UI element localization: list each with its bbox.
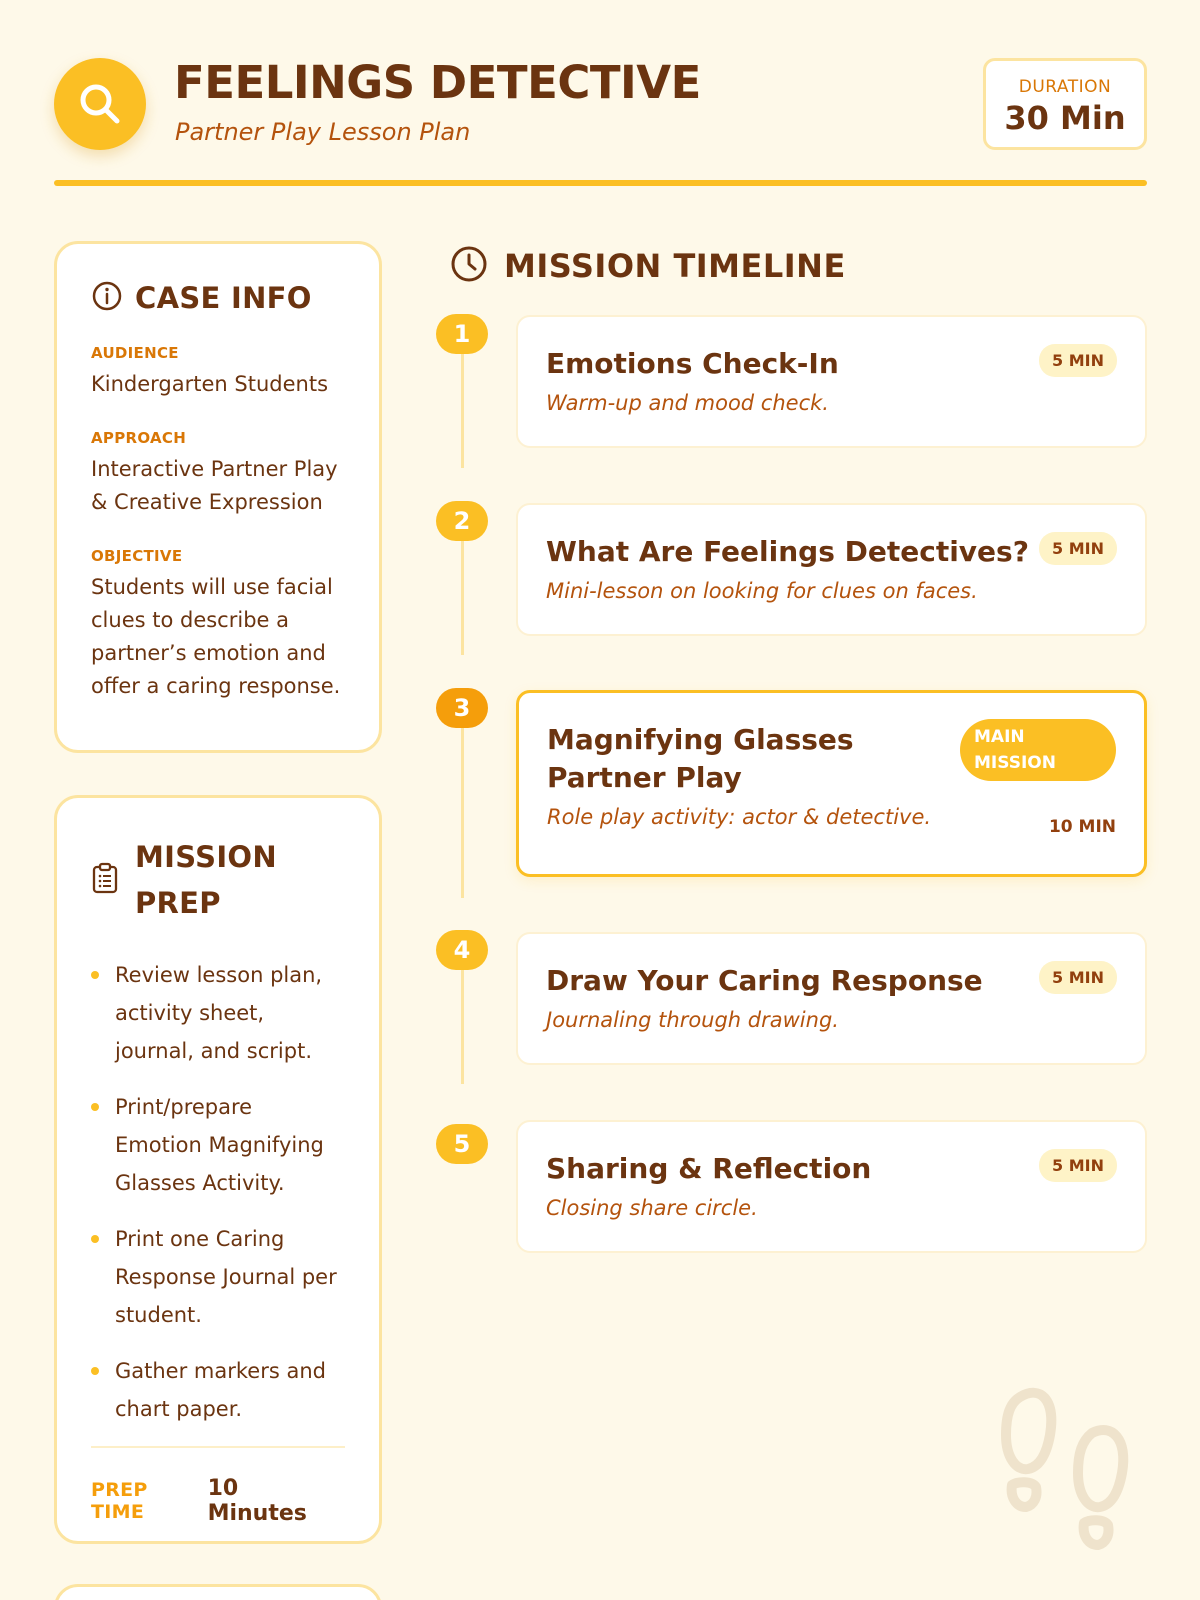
main-mission-badge: MAIN MISSION <box>960 719 1116 781</box>
duration-badge <box>983 58 1147 150</box>
step-number-3: 3 <box>436 688 488 728</box>
prep-item: Gather markers and chart paper. <box>91 1352 345 1428</box>
step-title: Magnifying Glasses Partner Play <box>547 723 854 794</box>
step-time-badge: 5 MIN <box>1039 961 1117 994</box>
step-time-badge: 5 MIN <box>1039 344 1117 377</box>
info-icon <box>91 280 123 316</box>
step-description: Journaling through drawing. <box>546 1008 839 1032</box>
mission-prep-title-line1: MISSION <box>135 840 277 874</box>
step-title: Draw Your Caring Response <box>546 964 983 997</box>
approach-field <box>91 429 345 519</box>
prep-divider <box>91 1446 345 1448</box>
approach-value: Interactive Partner Play & Creative Expression <box>91 457 338 514</box>
prep-item: Print/prepare Emotion Magnifying Glasses Activity. <box>91 1088 345 1202</box>
footprints-icon <box>998 1385 1138 1559</box>
page-subtitle: Partner Play Lesson Plan <box>175 118 471 146</box>
timeline-header <box>450 245 846 287</box>
step-time-badge: 5 MIN <box>1039 1149 1117 1182</box>
prep-item: Print one Caring Response Journal per student. <box>91 1220 345 1334</box>
mission-prep-card <box>54 795 382 1544</box>
prep-time-row <box>91 1476 345 1526</box>
audience-field <box>91 344 345 401</box>
step-card-2 <box>516 503 1147 636</box>
page-title: FEELINGS DETECTIVE <box>174 56 701 109</box>
duration-value: 30 Min <box>1004 99 1126 137</box>
step-number-4: 4 <box>436 930 488 970</box>
step-time-badge: 5 MIN <box>1039 532 1117 565</box>
objective-label: OBJECTIVE <box>91 547 183 565</box>
step-card-3 <box>516 690 1147 877</box>
case-info-header <box>91 280 345 316</box>
audience-label: AUDIENCE <box>91 344 179 362</box>
timeline-connector <box>461 541 464 655</box>
prep-item: Review lesson plan, activity sheet, journal, and script. <box>91 956 345 1070</box>
step-card-5 <box>516 1120 1147 1253</box>
case-info-title: CASE INFO <box>135 281 312 315</box>
prep-time-value: 10 Minutes <box>207 1476 307 1526</box>
page-header <box>54 56 1147 186</box>
objective-field <box>91 547 345 703</box>
step-time-label: 10 MIN <box>1048 817 1116 837</box>
step-description: Mini-lesson on looking for clues on faces. <box>546 579 978 603</box>
timeline-connector <box>461 970 464 1084</box>
timeline-connector <box>461 354 464 468</box>
step-card-4 <box>516 932 1147 1065</box>
prep-time-label: PREP TIME <box>91 1479 148 1523</box>
mission-prep-title <box>135 834 277 926</box>
mission-prep-header <box>91 834 345 926</box>
approach-label: APPROACH <box>91 429 187 447</box>
header-divider <box>54 180 1147 186</box>
case-info-card <box>54 241 382 753</box>
clipboard-icon <box>91 862 119 898</box>
mission-prep-title-line2: PREP <box>135 886 221 920</box>
step-card-1 <box>516 315 1147 448</box>
step-title: What Are Feelings Detectives? <box>546 535 1029 568</box>
duration-label: DURATION <box>1018 77 1112 97</box>
magnifier-icon <box>54 58 146 150</box>
step-description: Closing share circle. <box>546 1196 758 1220</box>
step-title: Sharing & Reflection <box>546 1152 872 1185</box>
next-card <box>54 1584 382 1600</box>
prep-list <box>91 956 345 1428</box>
objective-value: Students will use facial clues to describe a partner’s emotion and offer a caring response. <box>91 575 341 698</box>
step-number-2: 2 <box>436 501 488 541</box>
step-number-5: 5 <box>436 1124 488 1164</box>
audience-value: Kindergarten Students <box>91 372 329 396</box>
timeline-connector <box>461 728 464 898</box>
clock-icon <box>450 245 488 287</box>
timeline-title: MISSION TIMELINE <box>504 247 846 285</box>
step-description: Warm-up and mood check. <box>546 391 829 415</box>
step-number-1: 1 <box>436 314 488 354</box>
step-title: Emotions Check-In <box>546 347 839 380</box>
step-description: Role play activity: actor & detective. <box>547 805 932 829</box>
